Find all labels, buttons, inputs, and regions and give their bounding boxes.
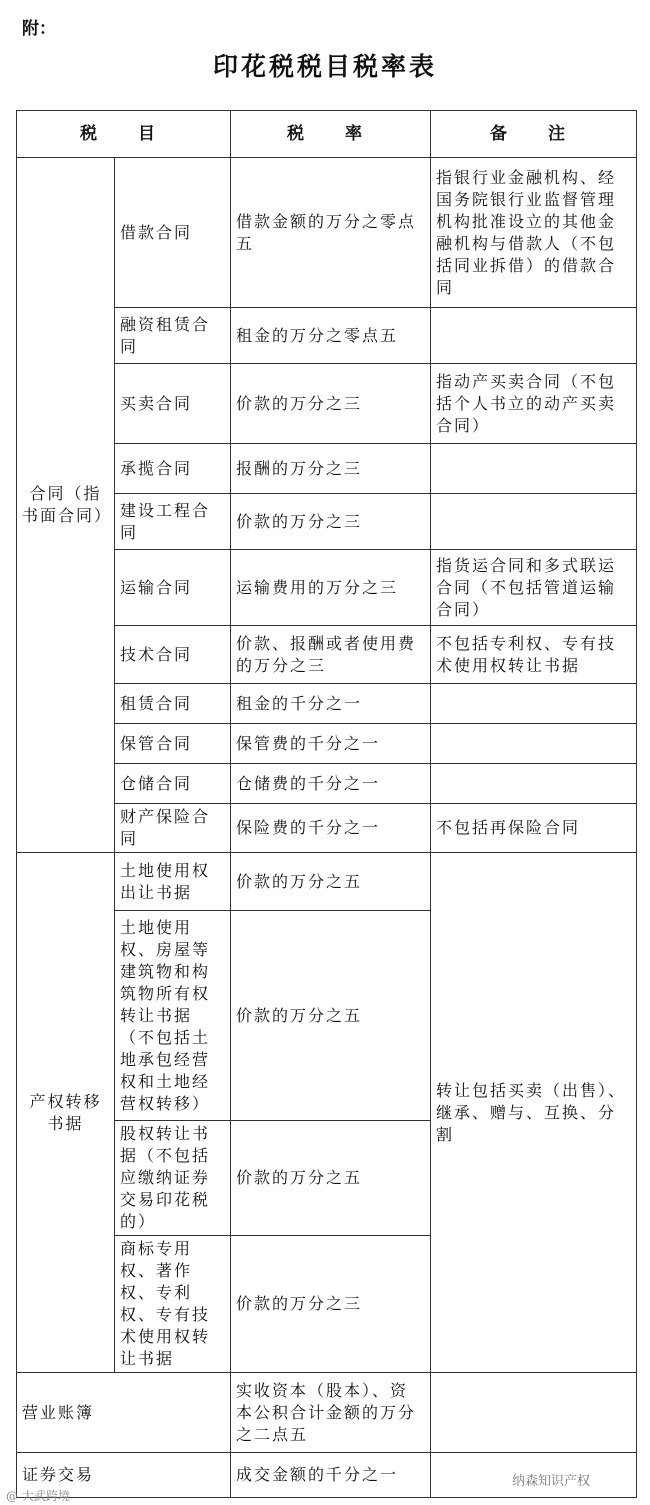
rate-cell: 运输费用的万分之三 (231, 550, 431, 626)
rate-cell: 租金的万分之零点五 (231, 308, 431, 364)
rate-cell: 价款的万分之三 (231, 364, 431, 444)
watermark-left: @ 大武跨境 (6, 1489, 70, 1503)
item-cell: 租赁合同 (115, 684, 231, 724)
table-row (17, 853, 637, 911)
rate-cell: 实收资本（股本）、资本公积合计金额的万分之二点五 (231, 1373, 431, 1453)
category-contracts: 合同（指书面合同） (17, 158, 115, 853)
rate-cell: 价款的万分之五 (231, 853, 431, 911)
item-cell: 土地使用权、房屋等建筑物和构筑物所有权转让书据（不包括土地承包经营权和土地经营权转移） (115, 911, 231, 1121)
note-cell (431, 684, 637, 724)
item-cell: 财产保险合同 (115, 804, 231, 853)
category-property-transfer: 产权转移书据 (17, 853, 115, 1373)
note-cell (431, 308, 637, 364)
note-cell-property: 转让包括买卖（出售）、继承、赠与、互换、分割 (431, 853, 637, 1373)
header-item: 税 目 (17, 111, 231, 158)
rate-cell: 价款的万分之五 (231, 1121, 431, 1236)
note-cell (431, 764, 637, 804)
rate-cell: 成交金额的千分之一 (231, 1453, 431, 1498)
item-cell: 仓储合同 (115, 764, 231, 804)
rate-cell: 仓储费的千分之一 (231, 764, 431, 804)
item-cell: 技术合同 (115, 626, 231, 684)
table-header-row (17, 111, 637, 158)
page-title: 印花税税目税率表 (212, 52, 437, 81)
item-cell: 运输合同 (115, 550, 231, 626)
note-cell: 不包括再保险合同 (431, 804, 637, 853)
note-cell: 不包括专利权、专有技术使用权转让书据 (431, 626, 637, 684)
note-cell: 指货运合同和多式联运合同（不包括管道运输合同） (431, 550, 637, 626)
rate-cell: 租金的千分之一 (231, 684, 431, 724)
item-cell: 建设工程合同 (115, 494, 231, 550)
item-cell: 借款合同 (115, 158, 231, 308)
item-cell: 买卖合同 (115, 364, 231, 444)
item-cell: 融资租赁合同 (115, 308, 231, 364)
item-cell: 承揽合同 (115, 444, 231, 494)
rate-cell: 价款的万分之三 (231, 494, 431, 550)
rate-cell: 保险费的千分之一 (231, 804, 431, 853)
header-note: 备 注 (431, 111, 637, 158)
item-cell: 营业账簿 (17, 1373, 231, 1453)
item-cell: 保管合同 (115, 724, 231, 764)
note-cell (431, 1373, 637, 1453)
table-row (17, 1373, 637, 1453)
header-rate: 税 率 (231, 111, 431, 158)
attachment-label: 附： (22, 19, 56, 39)
rate-cell: 价款的万分之三 (231, 1236, 431, 1373)
note-cell (431, 724, 637, 764)
item-cell: 证券交易 (17, 1453, 231, 1498)
table-row (17, 158, 637, 308)
note-cell: 指银行业金融机构、经国务院银行业监督管理机构批准设立的其他金融机构与借款人（不包括同业拆借）的借款合同 (431, 158, 637, 308)
note-cell (431, 444, 637, 494)
tax-rate-table (16, 110, 637, 1498)
rate-cell: 借款金额的万分之零点五 (231, 158, 431, 308)
item-cell: 商标专用权、著作权、专利权、专有技术使用权转让书据 (115, 1236, 231, 1373)
watermark-right: 纳森知识产权 (512, 1474, 591, 1489)
rate-cell: 价款、报酬或者使用费的万分之三 (231, 626, 431, 684)
item-cell: 土地使用权出让书据 (115, 853, 231, 911)
rate-cell: 保管费的千分之一 (231, 724, 431, 764)
note-cell: 指动产买卖合同（不包括个人书立的动产买卖合同） (431, 364, 637, 444)
rate-cell: 价款的万分之五 (231, 911, 431, 1121)
rate-cell: 报酬的万分之三 (231, 444, 431, 494)
note-cell (431, 494, 637, 550)
item-cell: 股权转让书据（不包括应缴纳证券交易印花税的） (115, 1121, 231, 1236)
